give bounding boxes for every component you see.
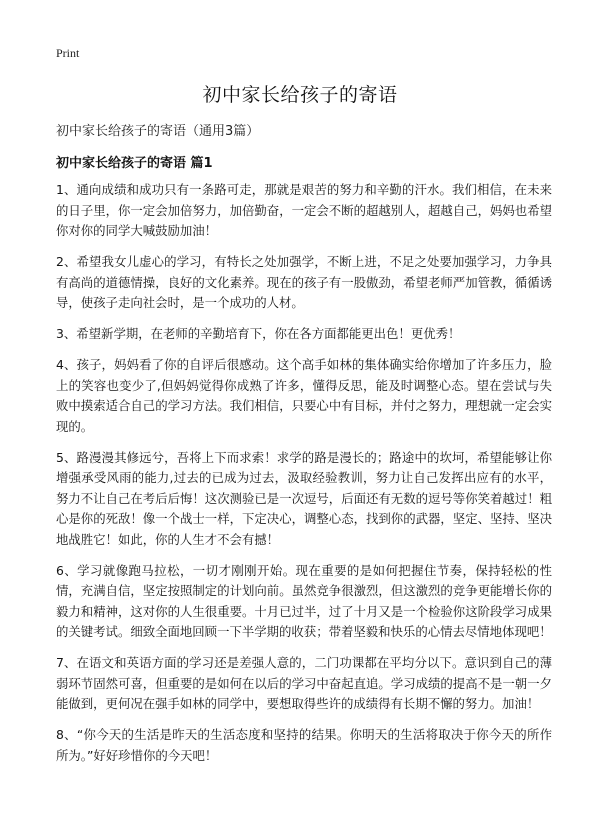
paragraph: 7、在语文和英语方面的学习还是差强人意的，二门功课都在平均分以下。意识到自己的薄弱环节固然可喜，但重要的是如何在以后的学习中奋起直追。学习成绩的提高不是一朝一夕能做到，更何况在强手如林的同学中，要想取得些许的成绩得有长期不懈的努力。加油！ [56, 655, 552, 711]
document-subtitle: 初中家长给孩子的寄语（通用3篇） [56, 124, 260, 139]
paragraph: 8、“你今天的生活是昨天的生活态度和坚持的结果。你明天的生活将取决于你今天的所作所为。”好好珍惜你的今天吧！ [56, 727, 552, 763]
paragraph: 5、路漫漫其修远兮，吾将上下而求索！求学的路是漫长的；路途中的坎坷，希望能够让你增强承受风雨的能力,过去的已成为过去，汲取经验教训，努力让自己发挥出应有的水平，努力不让自己在考后后悔！这次测验已是一次逗号，后面还有无数的逗号等你笑着越过！粗心是你的死敌！像一个战士一样，下定决心，调整心态，找到你的武器，坚定、坚持、坚决地战胜它！如此，你的人生才不会有撼！ [56, 449, 552, 547]
paragraph: 3、希望新学期，在老师的辛勤培育下，你在各方面都能更出色！更优秀！ [56, 326, 461, 341]
paragraph: 2、希望我女儿虚心的学习，有特长之处加强学，不断上进，不足之处要加强学习，力争具有高尚的道德情操，良好的文化素养。现在的孩子有一股傲劲，希望老师严加管教，循循诱导，使孩子走向社会时，是一个成功的人材。 [56, 254, 552, 310]
paragraph-list [56, 180, 552, 777]
document-title: 初中家长给孩子的寄语 [202, 84, 398, 106]
section-heading: 初中家长给孩子的寄语 篇1 [56, 156, 213, 171]
print-label[interactable]: Print [56, 46, 80, 60]
paragraph: 6、学习就像跑马拉松，一切才刚刚开始。现在重要的是如何把握住节奏，保持轻松的性情，充满自信，坚定按照制定的计划向前。虽然竞争很激烈，但这激烈的竞争更能增长你的毅力和精神，这对你的人生很重要。十月已过半，过了十月又是一个检验你这阶段学习成果的关键考试。细致全面地回顾一下半学期的收获；带着坚毅和快乐的心情去尽情地体现吧！ [56, 562, 552, 639]
paragraph: 1、通向成绩和成功只有一条路可走，那就是艰苦的努力和辛勤的汗水。我们相信，在未来的日子里，你一定会加倍努力，加倍勤奋，一定会不断的超越别人，超越自己，妈妈也希望你对你的同学大喊鼓励加油！ [56, 182, 552, 238]
paragraph: 4、孩子，妈妈看了你的自评后很感动。这个高手如林的集体确实给你增加了许多压力，脸上的笑容也变少了,但妈妈觉得你成熟了许多，懂得反思，能及时调整心态。望在尝试与失败中摸索适合自己的学习方法。我们相信，只要心中有目标，并付之努力，理想就一定会实现的。 [56, 357, 552, 434]
